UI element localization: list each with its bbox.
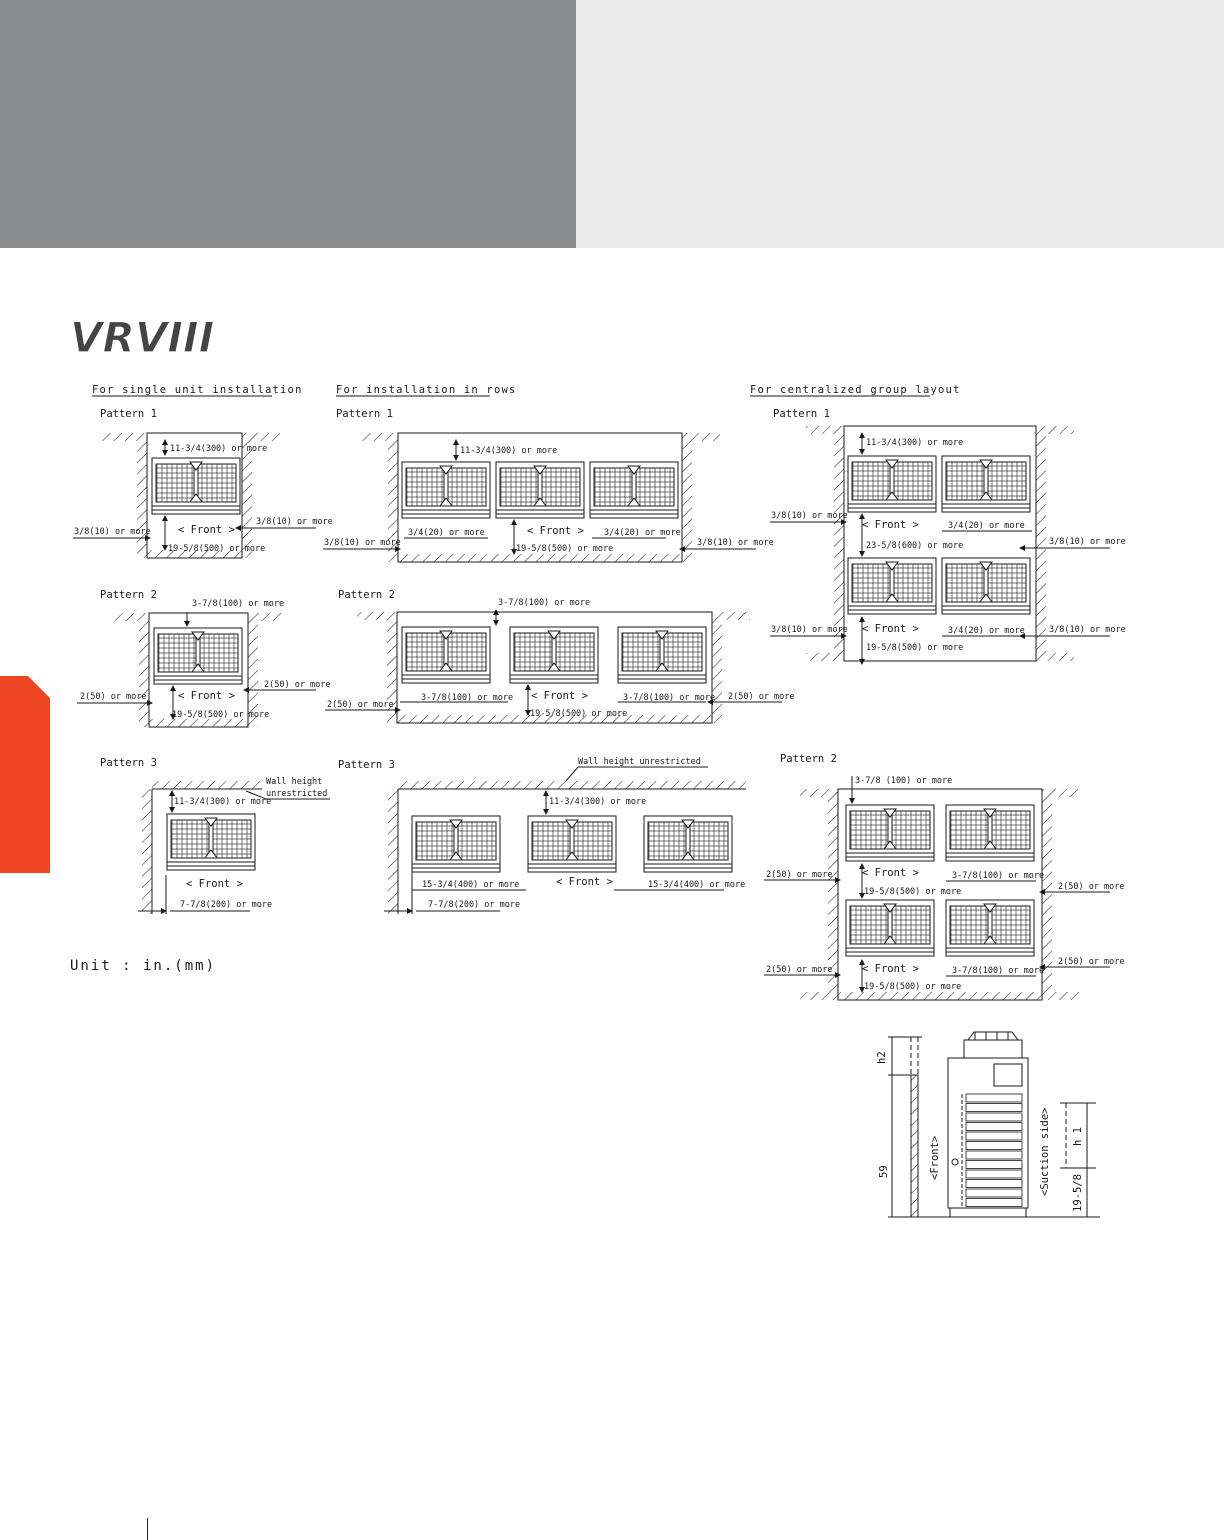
- svg-text:19-5/8(500) or more: 19-5/8(500) or more: [172, 710, 270, 720]
- svg-text:3-7/8(100) or more: 3-7/8(100) or more: [952, 966, 1045, 976]
- side-panel-slat: [966, 1142, 1022, 1150]
- rows-pattern-2: [325, 598, 795, 723]
- pattern-label: Pattern 1: [100, 408, 157, 420]
- svg-text:VRVIII: VRVIII: [70, 313, 215, 362]
- side-panel-slat: [966, 1104, 1022, 1112]
- svg-text:7-7/8(200) or more: 7-7/8(200) or more: [180, 900, 273, 910]
- svg-text:11-3/4(300) or more: 11-3/4(300) or more: [866, 438, 964, 448]
- svg-text:3/8(10) or more: 3/8(10) or more: [771, 511, 848, 521]
- outdoor-unit-top-view: [942, 558, 1030, 614]
- svg-text:h 1: h 1: [1072, 1127, 1084, 1146]
- svg-text:Wall height unrestricted: Wall height unrestricted: [578, 757, 701, 767]
- rows-pattern-1: [323, 433, 774, 562]
- svg-text:3/8(10) or more: 3/8(10) or more: [697, 538, 774, 548]
- svg-text:3-7/8(100) or more: 3-7/8(100) or more: [192, 599, 285, 609]
- side-panel-slat: [966, 1161, 1022, 1169]
- centralized-pattern-1: [770, 426, 1126, 664]
- svg-text:2(50) or more: 2(50) or more: [80, 692, 147, 702]
- svg-text:<Suction side>: <Suction side>: [1039, 1107, 1051, 1196]
- pattern-label: Pattern 2: [100, 589, 157, 601]
- single-pattern-2: [77, 599, 331, 727]
- svg-text:3-7/8(100) or more: 3-7/8(100) or more: [952, 871, 1045, 881]
- svg-text:unrestricted: unrestricted: [266, 789, 328, 799]
- outdoor-unit-top-view: [590, 462, 678, 518]
- svg-text:3/8(10) or more: 3/8(10) or more: [74, 527, 151, 537]
- side-elevation-view: [876, 1032, 1100, 1217]
- svg-text:11-3/4(300) or more: 11-3/4(300) or more: [170, 444, 268, 454]
- outdoor-unit-top-view: [848, 558, 936, 614]
- section-headings: [92, 384, 961, 396]
- outdoor-unit-top-view: [154, 628, 242, 684]
- single-pattern-3: [138, 777, 330, 914]
- outdoor-unit-top-view: [846, 805, 934, 861]
- pattern-label: Pattern 1: [336, 408, 393, 420]
- side-panel-slat: [966, 1170, 1022, 1178]
- outdoor-unit-top-view: [496, 462, 584, 518]
- outdoor-unit-top-view: [946, 805, 1034, 861]
- svg-text:3/4(20) or more: 3/4(20) or more: [408, 528, 485, 538]
- svg-text:2(50) or more: 2(50) or more: [1058, 957, 1125, 967]
- svg-text:3-7/8(100) or more: 3-7/8(100) or more: [623, 693, 716, 703]
- svg-text:19-5/8(500) or more: 19-5/8(500) or more: [864, 887, 962, 897]
- svg-text:< Front >: < Front >: [862, 963, 919, 975]
- side-panel-slat: [966, 1094, 1022, 1102]
- side-panel-slat: [966, 1189, 1022, 1197]
- svg-text:11-3/4(300) or more: 11-3/4(300) or more: [174, 797, 272, 807]
- outdoor-unit-top-view: [946, 900, 1034, 956]
- side-panel-box: [994, 1064, 1022, 1086]
- outdoor-unit-top-view: [402, 462, 490, 518]
- svg-text:< Front >: < Front >: [862, 867, 919, 879]
- centralized-pattern-2: [764, 776, 1125, 1000]
- outdoor-unit-top-view: [402, 627, 490, 683]
- svg-text:< Front >: < Front >: [862, 519, 919, 531]
- svg-text:2(50) or more: 2(50) or more: [766, 870, 833, 880]
- svg-text:19-5/8(500) or more: 19-5/8(500) or more: [530, 709, 628, 719]
- svg-text:19-5/8(500) or more: 19-5/8(500) or more: [516, 544, 614, 554]
- svg-text:< Front >: < Front >: [178, 690, 235, 702]
- svg-text:23-5/8(600) or more: 23-5/8(600) or more: [866, 541, 964, 551]
- svg-text:19-5/8(500) or more: 19-5/8(500) or more: [866, 643, 964, 653]
- side-panel-slat: [966, 1113, 1022, 1121]
- svg-text:15-3/4(400) or more: 15-3/4(400) or more: [648, 880, 746, 890]
- svg-text:< Front >: < Front >: [556, 876, 613, 888]
- pattern-label: Pattern 2: [780, 753, 837, 765]
- svg-text:3-7/8 (100) or more: 3-7/8 (100) or more: [855, 776, 953, 786]
- svg-text:3/8(10) or more: 3/8(10) or more: [1049, 625, 1126, 635]
- outdoor-unit-top-view: [412, 816, 500, 872]
- side-panel-slat: [966, 1199, 1022, 1207]
- pattern-label: Pattern 1: [773, 408, 830, 420]
- svg-text:< Front >: < Front >: [178, 524, 235, 536]
- pattern-label: Pattern 3: [100, 757, 157, 769]
- svg-text:< Front >: < Front >: [862, 623, 919, 635]
- svg-text:19-5/8: 19-5/8: [1072, 1174, 1084, 1212]
- svg-text:3/4(20) or more: 3/4(20) or more: [948, 521, 1025, 531]
- svg-text:19-5/8(500) or more: 19-5/8(500) or more: [168, 544, 266, 554]
- unit-note: Unit : in.(mm): [70, 958, 217, 974]
- svg-text:7-7/8(200) or more: 7-7/8(200) or more: [428, 900, 521, 910]
- svg-text:3/4(20) or more: 3/4(20) or more: [604, 528, 681, 538]
- outdoor-unit-top-view: [846, 900, 934, 956]
- outdoor-unit-top-view: [618, 627, 706, 683]
- side-panel-slat: [966, 1123, 1022, 1131]
- vrv-logo: [70, 313, 214, 362]
- header-left-panel: [0, 0, 576, 248]
- svg-text:11-3/4(300) or more: 11-3/4(300) or more: [460, 446, 558, 456]
- header-right-panel: [576, 0, 1224, 248]
- svg-text:3/8(10) or more: 3/8(10) or more: [256, 517, 333, 527]
- svg-text:2(50) or more: 2(50) or more: [1058, 882, 1125, 892]
- svg-text:3-7/8(100) or more: 3-7/8(100) or more: [421, 693, 514, 703]
- svg-text:2(50) or more: 2(50) or more: [728, 692, 795, 702]
- svg-text:< Front >: < Front >: [527, 525, 584, 537]
- outdoor-unit-top-view: [644, 816, 732, 872]
- single-pattern-1: [73, 433, 333, 558]
- svg-text:3/8(10) or more: 3/8(10) or more: [324, 538, 401, 548]
- heading-centralized: For centralized group layout: [750, 384, 961, 396]
- side-panel-slat: [966, 1180, 1022, 1188]
- svg-text:3/8(10) or more: 3/8(10) or more: [1049, 537, 1126, 547]
- pattern-label: Pattern 2: [338, 589, 395, 601]
- outdoor-unit-top-view: [152, 458, 240, 514]
- svg-text:h2: h2: [876, 1051, 888, 1064]
- pattern-label: Pattern 3: [338, 759, 395, 771]
- svg-text:59: 59: [878, 1165, 890, 1178]
- heading-single-unit: For single unit installation: [92, 384, 303, 396]
- svg-text:Wall height: Wall height: [266, 777, 323, 787]
- svg-text:3-7/8(100) or more: 3-7/8(100) or more: [498, 598, 591, 608]
- outdoor-unit-top-view: [528, 816, 616, 872]
- svg-text:3/8(10) or more: 3/8(10) or more: [771, 625, 848, 635]
- svg-text:19-5/8(500) or more: 19-5/8(500) or more: [864, 982, 962, 992]
- svg-text:15-3/4(400) or more: 15-3/4(400) or more: [422, 880, 520, 890]
- svg-text:< Front >: < Front >: [186, 878, 243, 890]
- outdoor-unit-top-view: [510, 627, 598, 683]
- svg-text:3/4(20) or more: 3/4(20) or more: [948, 626, 1025, 636]
- side-panel-slat: [966, 1132, 1022, 1140]
- heading-rows: For installation in rows: [336, 384, 517, 396]
- outdoor-unit-top-view: [942, 456, 1030, 512]
- svg-text:11-3/4(300) or more: 11-3/4(300) or more: [549, 797, 647, 807]
- side-panel-slat: [966, 1151, 1022, 1159]
- svg-text:2(50) or more: 2(50) or more: [264, 680, 331, 690]
- svg-text:<Front>: <Front>: [929, 1135, 941, 1180]
- svg-text:2(50) or more: 2(50) or more: [766, 965, 833, 975]
- rows-pattern-3: [384, 757, 746, 914]
- outdoor-unit-top-view: [848, 456, 936, 512]
- svg-text:2(50) or more: 2(50) or more: [327, 700, 394, 710]
- svg-text:< Front >: < Front >: [531, 690, 588, 702]
- installation-clearance-diagram: [0, 300, 1224, 1540]
- outdoor-unit-top-view: [167, 814, 255, 870]
